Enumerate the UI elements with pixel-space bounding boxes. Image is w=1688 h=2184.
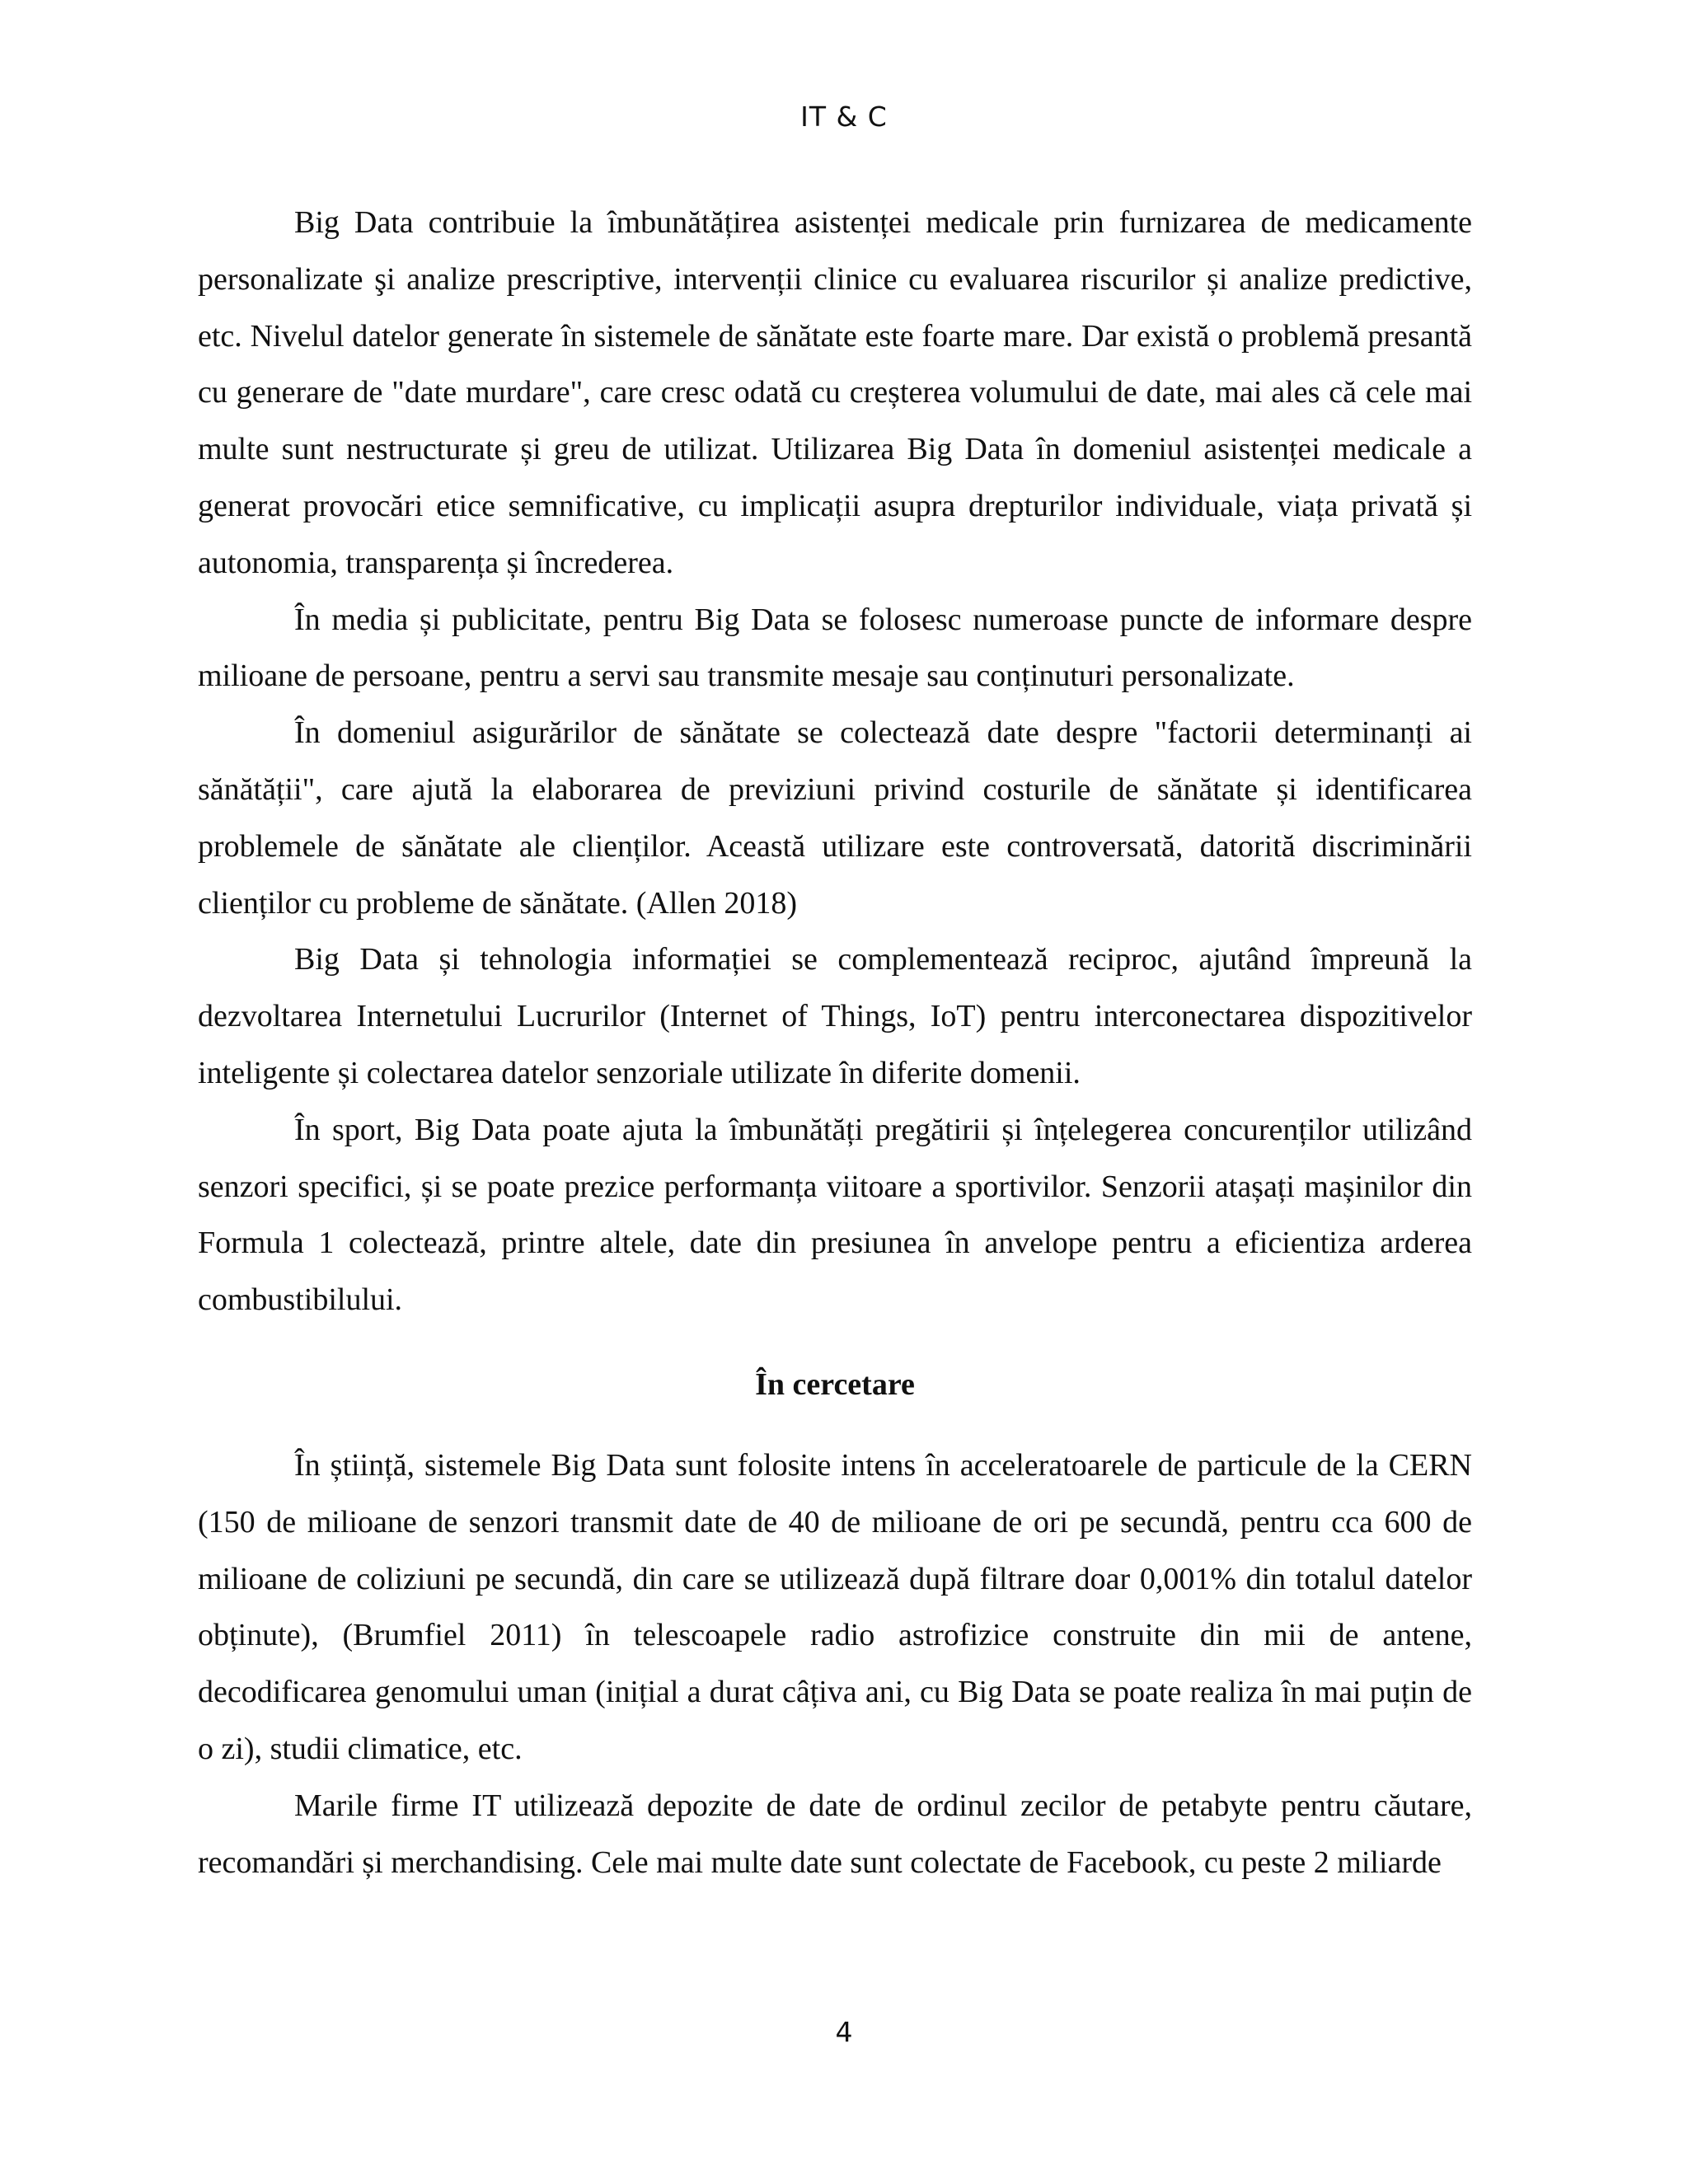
paragraph-it-firms: Marile firme IT utilizează depozite de date de ordinul zecilor de petabyte pentru căutare, recomandări și merchandising. Cele mai multe date sunt colectate de Facebook, cu peste 2 miliarde (198, 1788, 1472, 1880)
paragraph-healthcare: Big Data contribuie la îmbunătățirea asistenței medicale prin furnizarea de medicamente personalizate şi analize prescriptive, intervenții clinice cu evaluarea riscurilor și analize predictive, etc. Nivelul datelor generate în sistemele de sănătate este foarte mare. Dar există o problemă presantă cu generare de "date murdare", care cresc odată cu creșterea volumului de date, mai ales că cele mai multe sunt nestructurate și greu de utilizat. Utilizarea Big Data în domeniul asistenței medicale a generat provocări etice semnificative, cu implicații asupra drepturilor individuale, viața privată și autonomia, transparența și încrederea. (198, 205, 1472, 580)
page-header: IT & C (800, 101, 888, 133)
document-body (198, 194, 1472, 1891)
paragraph-media: În media și publicitate, pentru Big Data se folosesc numeroase puncte de informare despre milioane de persoane, pentru a servi sau transmite mesaje sau conținuturi personalizate. (198, 602, 1472, 694)
paragraph-science: În știință, sistemele Big Data sunt folosite intens în acceleratoarele de particule de la CERN (150 de milioane de senzori transmit date de 40 de milioane de ori pe secundă, pentru cca 600 de milioane de coliziuni pe secundă, din care se utilizează după filtrare doar 0,001% din totalul datelor obținute), (Brumfiel 2011) în telescoapele radio astrofizice construite din mii de antene, decodificarea genomului uman (inițial a durat câțiva ani, cu Big Data se poate realiza în mai puțin de o zi), studii climatice, etc. (198, 1447, 1472, 1766)
paragraph-iot: Big Data și tehnologia informației se complementează reciproc, ajutând împreună la dezvoltarea Internetului Lucrurilor (Internet of Things, IoT) pentru interconectarea dispozitivelor inteligente și colectarea datelor senzoriale utilizate în diferite domenii. (198, 942, 1472, 1090)
page-number: 4 (835, 2016, 853, 2048)
paragraph-sport: În sport, Big Data poate ajuta la îmbunătăți pregătirii și înțelegerea concurenților utilizând senzori specifici, și se poate prezice performanța viitoare a sportivilor. Senzorii atașați mașinilor din Formula 1 colectează, printre altele, date din presiunea în anvelope pentru a eficientiza arderea combustibilului. (198, 1112, 1472, 1318)
paragraph-insurance: În domeniul asigurărilor de sănătate se colectează date despre "factorii determinanți ai sănătății", care ajută la elaborarea de previziuni privind costurile de sănătate și identificarea problemele de sănătate ale clienților. Această utilizare este controversată, datorită discriminării clienților cu probleme de sănătate. (Allen 2018) (198, 715, 1472, 921)
section-heading: În cercetare (755, 1366, 915, 1402)
